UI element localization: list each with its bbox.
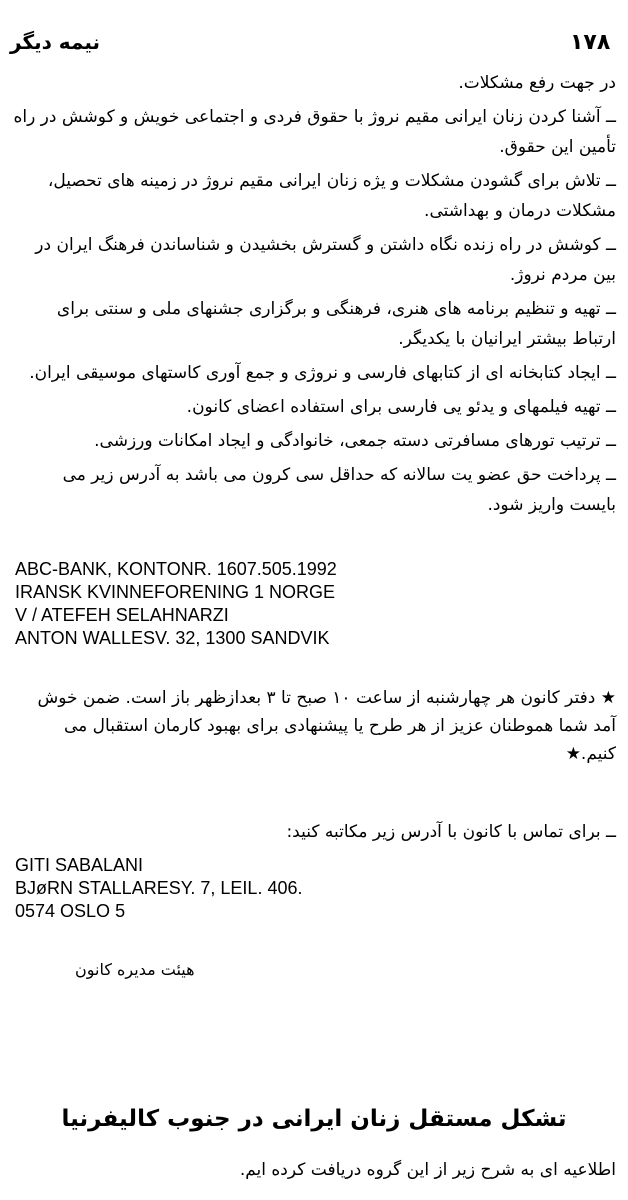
address-line: V / ATEFEH SELAHNARZI — [15, 605, 229, 625]
bank-address — [15, 558, 337, 650]
address-line: IRANSK KVINNEFORENING 1 NORGE — [15, 582, 336, 602]
running-title: نیمه دیگر — [10, 30, 101, 54]
objective-item: ــ تهیه فیلمهای و یدئو یی فارسی برای استفاده اعضای کانون. — [186, 397, 616, 417]
section-heading: تشکل مستقل زنان ایرانی در جنوب کالیفرنیا — [61, 1106, 567, 1132]
objective-item: ــ آشنا کردن زنان ایرانی مقیم نروژ با حقوق فردی و اجتماعی خویش و کوشش در راه تأمین این حقوق. — [13, 107, 616, 157]
address-line: ABC-BANK, KONTONR. 1607.505.1992 — [15, 559, 337, 579]
contact-intro: ــ برای تماس با کانون با آدرس زیر مکاتبه کنید: — [286, 822, 616, 842]
objective-item: ــ تلاش برای گشودن مشکلات و یژه زنان ایرانی مقیم نروژ در زمینه های تحصیل، مشکلات درمان و بهداشتی. — [47, 171, 616, 221]
objective-item: ــ کوشش در راه زنده نگاه داشتن و گسترش بخشیدن و شناساندن فرهنگ ایران در بین مردم نروژ. — [35, 235, 616, 285]
page-number: ۱۷۸ — [570, 30, 611, 55]
address-line: 0574 OSLO 5 — [15, 901, 126, 921]
address-line: BJøRN STALLARESY. 7, LEIL. 406. — [15, 878, 303, 898]
section-lead: اطلاعیه ای به شرح زیر از این گروه دریافت کرده ایم. — [239, 1160, 616, 1180]
objectives-list — [12, 68, 616, 524]
objective-item: در جهت رفع مشکلات. — [458, 73, 616, 93]
office-hours-note: ★ دفتر کانون هر چهارشنبه از ساعت ۱۰ صبح تا ۳ بعدازظهر باز است. ضمن خوش آمد شما هموطنان عزیز از هر طرح یا پیشنهادی برای بهبود کارمان استقبال می کنیم.★ — [37, 688, 616, 764]
address-line: ANTON WALLESV. 32, 1300 SANDVIK — [15, 628, 330, 648]
board-signature: هیئت مدیره کانون — [75, 960, 195, 979]
objective-item: ــ تهیه و تنظیم برنامه های هنری، فرهنگی و برگزاری جشنهای ملی و سنتی برای ارتباط بیشتر ایرانیان با یکدیگر. — [56, 299, 616, 349]
address-line: GITI SABALANI — [15, 855, 144, 875]
objective-item: ــ ایجاد کتابخانه ای از کتابهای فارسی و نروژی و جمع آوری کاستهای موسیقی ایران. — [29, 363, 616, 383]
objective-item: ــ پرداخت حق عضو یت سالانه که حداقل سی کرون می باشد به آدرس زیر می بایست واریز شود. — [62, 465, 616, 515]
objective-item: ــ ترتیب تورهای مسافرتی دسته جمعی، خانوادگی و ایجاد امکانات ورزشی. — [94, 431, 616, 451]
contact-address — [15, 854, 302, 923]
